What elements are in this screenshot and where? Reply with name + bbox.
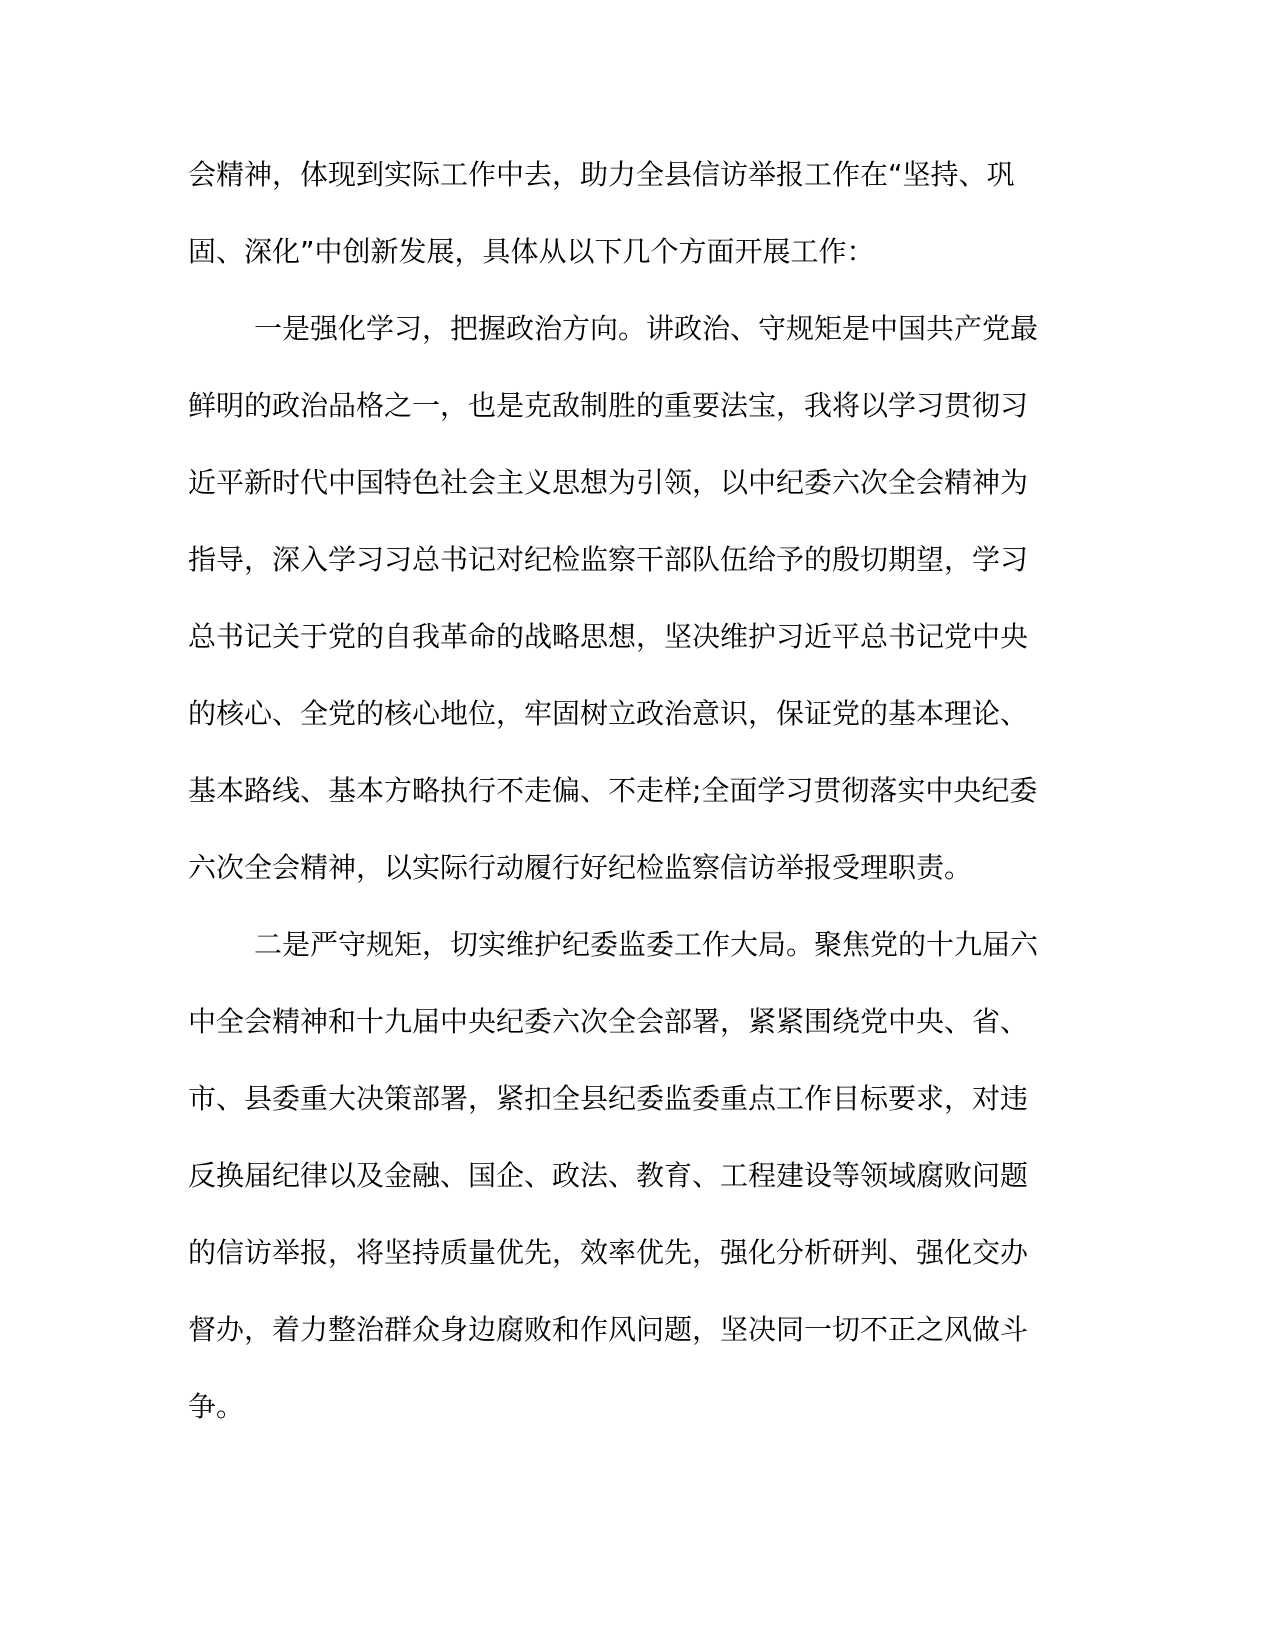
paragraph-first-line: 一是强化学习，把握政治方向。讲政治、守规矩是中国共产党最 [254,312,1039,345]
text-line: 基本路线、基本方略执行不走偏、不走样;全面学习贯彻落实中央纪委 [188,774,1038,807]
text-line: 总书记关于党的自我革命的战略思想，坚决维护习近平总书记党中央 [188,620,1029,653]
text-line: 争。 [188,1390,245,1423]
text-line: 督办，着力整治群众身边腐败和作风问题，坚决同一切不正之风做斗 [188,1313,1029,1346]
document-body [188,136,1088,1445]
text-line: 反换届纪律以及金融、国企、政法、教育、工程建设等领域腐败问题 [188,1159,1029,1192]
text-line: 会精神，体现到实际工作中去，助力全县信访举报工作在“坚持、巩 [188,158,1015,191]
text-line: 固、深化”中创新发展，具体从以下几个方面开展工作： [188,235,875,268]
text-line: 市、县委重大决策部署，紧扣全县纪委监委重点工作目标要求，对违 [188,1082,1029,1115]
text-line: 指导，深入学习习总书记对纪检监察干部队伍给予的殷切期望，学习 [188,543,1029,576]
text-line: 近平新时代中国特色社会主义思想为引领，以中纪委六次全会精神为 [188,466,1029,499]
text-line: 的核心、全党的核心地位，牢固树立政治意识，保证党的基本理论、 [188,697,1029,730]
text-line: 的信访举报，将坚持质量优先，效率优先，强化分析研判、强化交办 [188,1236,1029,1269]
text-line: 中全会精神和十九届中央纪委六次全会部署，紧紧围绕党中央、省、 [188,1005,1029,1038]
paragraph-first-line: 二是严守规矩，切实维护纪委监委工作大局。聚焦党的十九届六 [254,928,1039,961]
text-line: 六次全会精神，以实际行动履行好纪检监察信访举报受理职责。 [188,851,973,884]
text-line: 鲜明的政治品格之一，也是克敌制胜的重要法宝，我将以学习贯彻习 [188,389,1029,422]
